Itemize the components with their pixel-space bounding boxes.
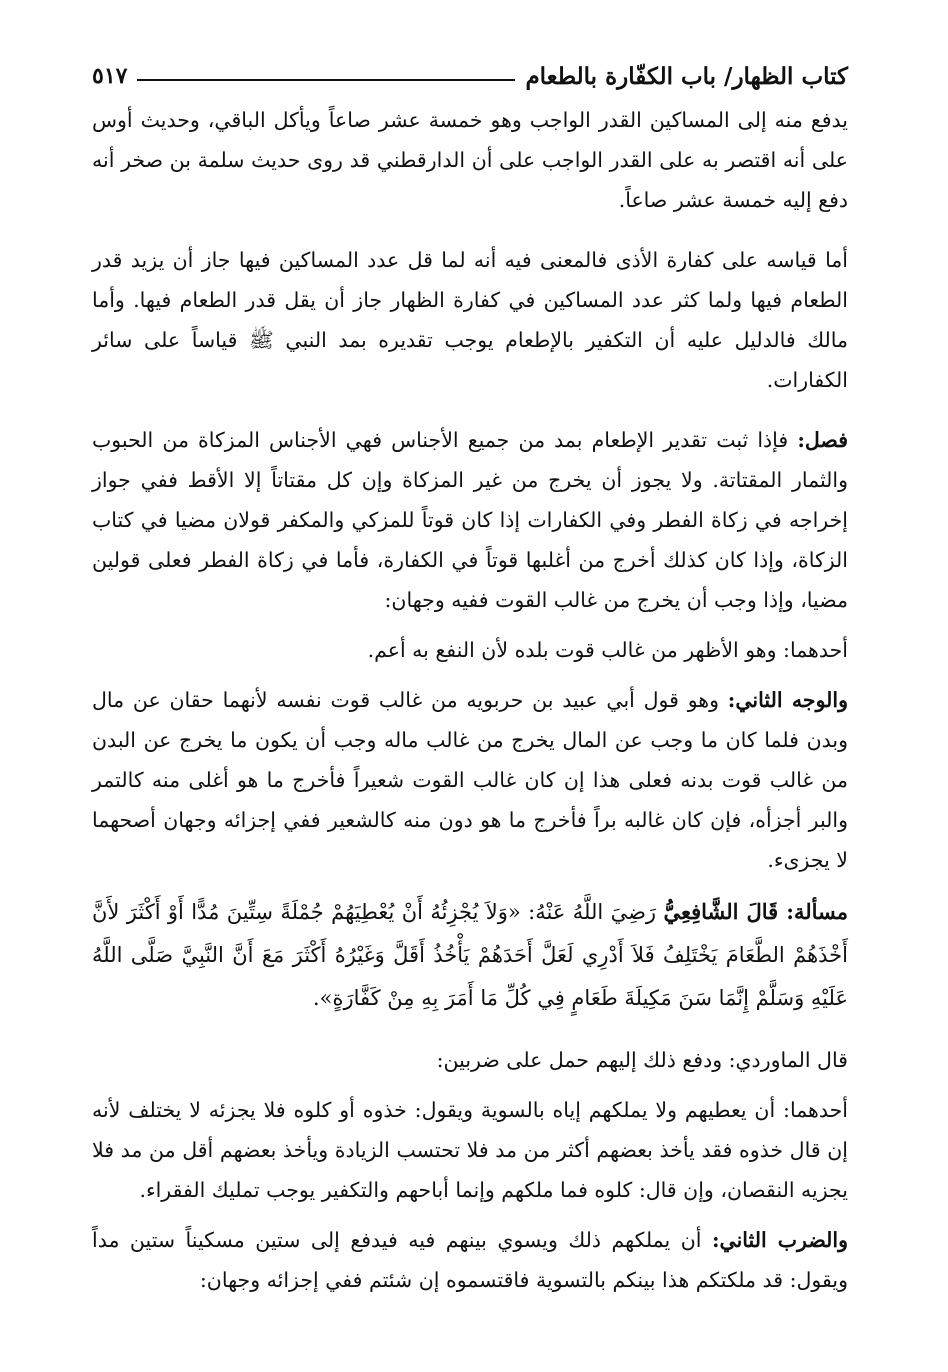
header-rule	[137, 79, 515, 81]
second-view-lead: والوجه الثاني:	[727, 688, 849, 712]
page-header	[92, 58, 848, 94]
paragraph-3-fasl: فصل: فإذا ثبت تقدير الإطعام بمد من جميع الأجناس فهي الأجناس المزكاة من الحبوب والثمار المقتاتة. ولا يجوز أن يخرج من غير المزكاة وإن كل مقتاتاً إلا الأقط ففي جواز إخراجه في زكاة الفطر وفي الكفارات إذا كان قوتاً للمزكي والمكفر قولان مضيا في كتاب الزكاة، وإذا كان كذلك أخرج من أغلبها قوتاً في الكفارة، فأما في زكاة الفطر فعلى قولين مضيا، وإذا وجب أن يخرج من غالب القوت ففيه وجهان:	[92, 428, 848, 612]
first-view-lead: أحدهما:	[783, 638, 848, 662]
masala-lead: مسألة: قَالَ الشَّافِعِيُّ	[663, 899, 848, 924]
running-title: كتاب الظهار/ باب الكفّارة بالطعام	[525, 62, 848, 90]
paragraph-5: والوجه الثاني: وهو قول أبي عبيد بن حربويه من غالب قوت نفسه لأنهما حقان عن مال وبدن فلما كان ما وجب عن المال يخرج من غالب ماله وجب أن يكون ما يخرج عن البدن من غالب قوت بدنه فعلى هذا إن كان غالب القوت شعيراً فأخرج ما هو أغلى منه كالتمر والبر أجزأه، فإن كان غالبه براً فأخرج ما هو دون منه كالشعير ففي إجزائه وجهان أصحهما لا يجزىء.	[92, 688, 849, 872]
paragraph-4: أحدهما: وهو الأظهر من غالب قوت بلده لأن النفع به أعم.	[367, 638, 848, 662]
second-type-lead: والضرب الثاني:	[711, 1228, 848, 1252]
first-type-lead: أحدهما:	[783, 1098, 848, 1122]
paragraph-9: والضرب الثاني: أن يملكهم ذلك ويسوي بينهم فيه فيدفع إلى ستين مسكيناً ستين مداً ويقول: قد ملكتكم هذا بينكم بالتسوية فاقتسموه إن شئتم ففي إجزائه وجهان:	[92, 1228, 848, 1292]
section-lead: فصل:	[797, 428, 848, 452]
paragraph-8: أحدهما: أن يعطيهم ولا يملكهم إياه بالسوية ويقول: خذوه أو كلوه فلا يجزئه لا يختلف لأنه إن قال خذوه فقد يأخذ بعضهم أكثر من مد فلا تحتسب الزيادة ويأخذ بعضهم أقل من مد فلا يجزيه النقصان، وإن قال: كلوه فما ملكهم وإنما أباحهم والتكفير يوجب تمليك الفقراء.	[92, 1098, 848, 1202]
paragraph-7: قال الماوردي: ودفع ذلك إليهم حمل على ضربين:	[436, 1048, 848, 1072]
paragraph-6-masala	[92, 890, 848, 1020]
shafii-quote: رَضِيَ اللَّهُ عَنْهُ: «وَلاَ يُجْزِئُهُ أَنْ يُعْطِيَهُمْ جُمْلَةً سِتِّينَ مُدًّا أَوْ أَكْثَرَ لأَنَّ أَخْذَهُمْ الطَّعَامَ يَخْتَلِفُ فَلاَ أَدْرِي لَعَلَّ أَحَدَهُمْ يَأْخُذُ أَقَلَّ وَغَيْرُهُ أَكْثَرَ مَعَ أَنَّ النَّبِيَّ صَلَّى اللَّهُ عَلَيْهِ وَسَلَّمْ إِنَّمَا سَنَ مَكِيلَةَ طَعَامٍ فِي كُلِّ مَا أَمَرَ بِهِ مِنْ كَفَّارَةٍ».	[92, 900, 848, 1010]
paragraph-1: يدفع منه إلى المساكين القدر الواجب وهو خمسة عشر صاعاً ويأكل الباقي، وحديث أوس على أنه اقتصر به على القدر الواجب على أن الدارقطني قد روى حديث سلمة بن صخر أنه دفع إليه خمسة عشر صاعاً.	[92, 108, 848, 212]
page-number: ٥١٧	[92, 63, 128, 89]
paragraph-2: أما قياسه على كفارة الأذى فالمعنى فيه أنه لما قل عدد المساكين فيها جاز أن يزيد قدر الطعام فيها ولما كثر عدد المساكين في كفارة الظهار جاز أن يقل قدر الطعام فيها. وأما مالك فالدليل عليه أن التكفير بالإطعام يوجب تقديره بمد النبي ﷺ قياساً على سائر الكفارات.	[92, 248, 848, 392]
